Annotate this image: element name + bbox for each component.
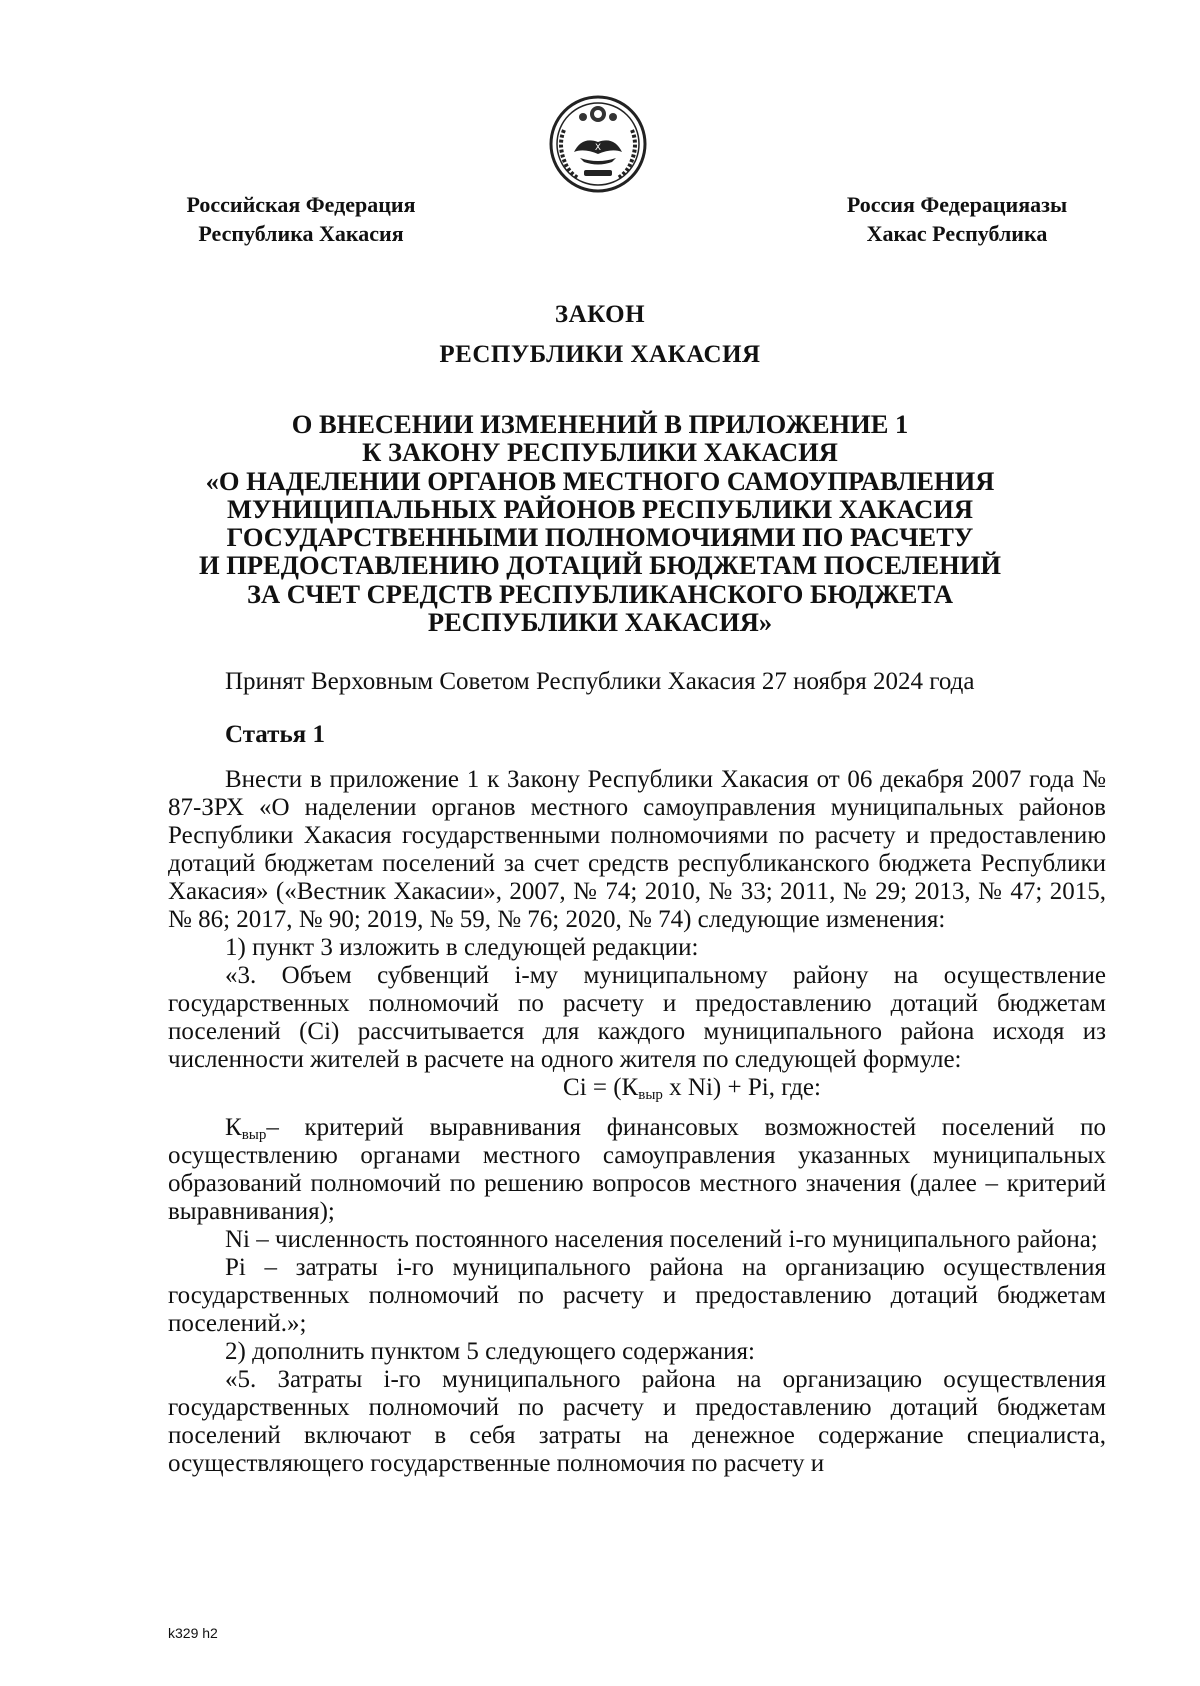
article-body: [168, 766, 1106, 1478]
paragraph-item-2: 2) дополнить пунктом 5 следующего содержания:: [225, 1338, 755, 1365]
header-right: [832, 190, 1082, 248]
svg-text:Х: Х: [594, 143, 602, 153]
title-line: И ПРЕДОСТАВЛЕНИЮ ДОТАЦИЙ БЮДЖЕТАМ ПОСЕЛЕНИЙ: [199, 550, 1001, 581]
header-right-line-1: Россия Федерацияазы: [846, 192, 1068, 217]
definition-k-subscript: выр: [241, 1127, 267, 1143]
formula: [168, 1074, 1106, 1102]
law-word: ЗАКОН: [554, 301, 646, 328]
paragraph-point-5: «5. Затраты i-го муниципального района на организацию осуществления государственных полномочий по расчету и предоставлению дотаций бюджетам поселений включают в себя затраты на денежное содержание специалиста, осуществляющего государственные полномочия по расчету и: [168, 1366, 1106, 1477]
definition-k-text: – критерий выравнивания финансовых возможностей поселений по осуществлению органами местного самоуправления указанных муниципальных образований полномочий по решению вопросов местного значения (далее – критерий выравнивания);: [168, 1114, 1106, 1225]
title-line: «О НАДЕЛЕНИИ ОРГАНОВ МЕСТНОГО САМОУПРАВЛЕНИЯ: [205, 465, 995, 496]
article-heading: Статья 1: [225, 721, 325, 748]
title-line: К ЗАКОНУ РЕСПУБЛИКИ ХАКАСИЯ: [362, 437, 838, 468]
definition-ni: Ni – численность постоянного населения поселений i-го муниципального района;: [225, 1226, 1098, 1253]
title-line: МУНИЦИПАЛЬНЫХ РАЙОНОВ РЕСПУБЛИКИ ХАКАСИЯ: [227, 493, 973, 524]
paragraph-item-1: 1) пункт 3 изложить в следующей редакции:: [225, 934, 699, 961]
header-left-line-2: Республика Хакасия: [198, 221, 404, 246]
definition-k: [168, 1114, 1106, 1226]
definition-k-symbol: К: [225, 1114, 242, 1141]
title-line: ЗА СЧЕТ СРЕДСТВ РЕСПУБЛИКАНСКОГО БЮДЖЕТА: [247, 578, 953, 609]
definition-pi: Pi – затраты i-го муниципального района на организацию осуществления государственных полномочий по расчету и предоставлению дотаций бюджетам поселений.»;: [168, 1254, 1106, 1337]
title-line: РЕСПУБЛИКИ ХАКАСИЯ»: [427, 607, 773, 638]
formula-part-b: х Ni) + Pi, где:: [662, 1074, 821, 1101]
law-title: [150, 410, 1050, 636]
title-line: ГОСУДАРСТВЕННЫМИ ПОЛНОМОЧИЯМИ ПО РАСЧЕТУ: [226, 522, 974, 553]
header-left-line-1: Российская Федерация: [186, 192, 416, 217]
formula-part-a: Ci = (К: [563, 1074, 639, 1101]
title-line: О ВНЕСЕНИИ ИЗМЕНЕНИЙ В ПРИЛОЖЕНИЕ 1: [291, 409, 909, 439]
header-left: [166, 190, 436, 248]
law-republic: РЕСПУБЛИКИ ХАКАСИЯ: [439, 341, 761, 368]
paragraph-point-3: «3. Объем субвенций i-му муниципальному району на осуществление государственных полномочий по расчету и предоставлению дотаций бюджетам поселений (Ci) рассчитывается для каждого муниципального района исходя из численности жителей в расчете на одного жителя по следующей формуле:: [168, 962, 1106, 1073]
formula-subscript: выр: [638, 1087, 663, 1103]
coat-of-arms-emblem: [546, 92, 650, 196]
adoption-note: Принят Верховным Советом Республики Хакасия 27 ноября 2024 года: [225, 668, 975, 695]
document-code: k329 h2: [168, 1625, 218, 1641]
header-right-line-2: Хакас Республика: [866, 221, 1048, 246]
paragraph-amendment-intro: Внести в приложение 1 к Закону Республики Хакасия от 06 декабря 2007 года № 87-ЗРХ «О наделении органов местного самоуправления муниципальных районов Республики Хакасия государственными полномочиями по расчету и предоставлению дотаций бюджетам поселений за счет средств республиканского бюджета Республики Хакасия» («Вестник Хакасии», 2007, № 74; 2010, № 33; 2011, № 29; 2013, № 47; 2015, № 86; 2017, № 90; 2019, № 59, № 76; 2020, № 74) следующие изменения:: [168, 766, 1106, 933]
